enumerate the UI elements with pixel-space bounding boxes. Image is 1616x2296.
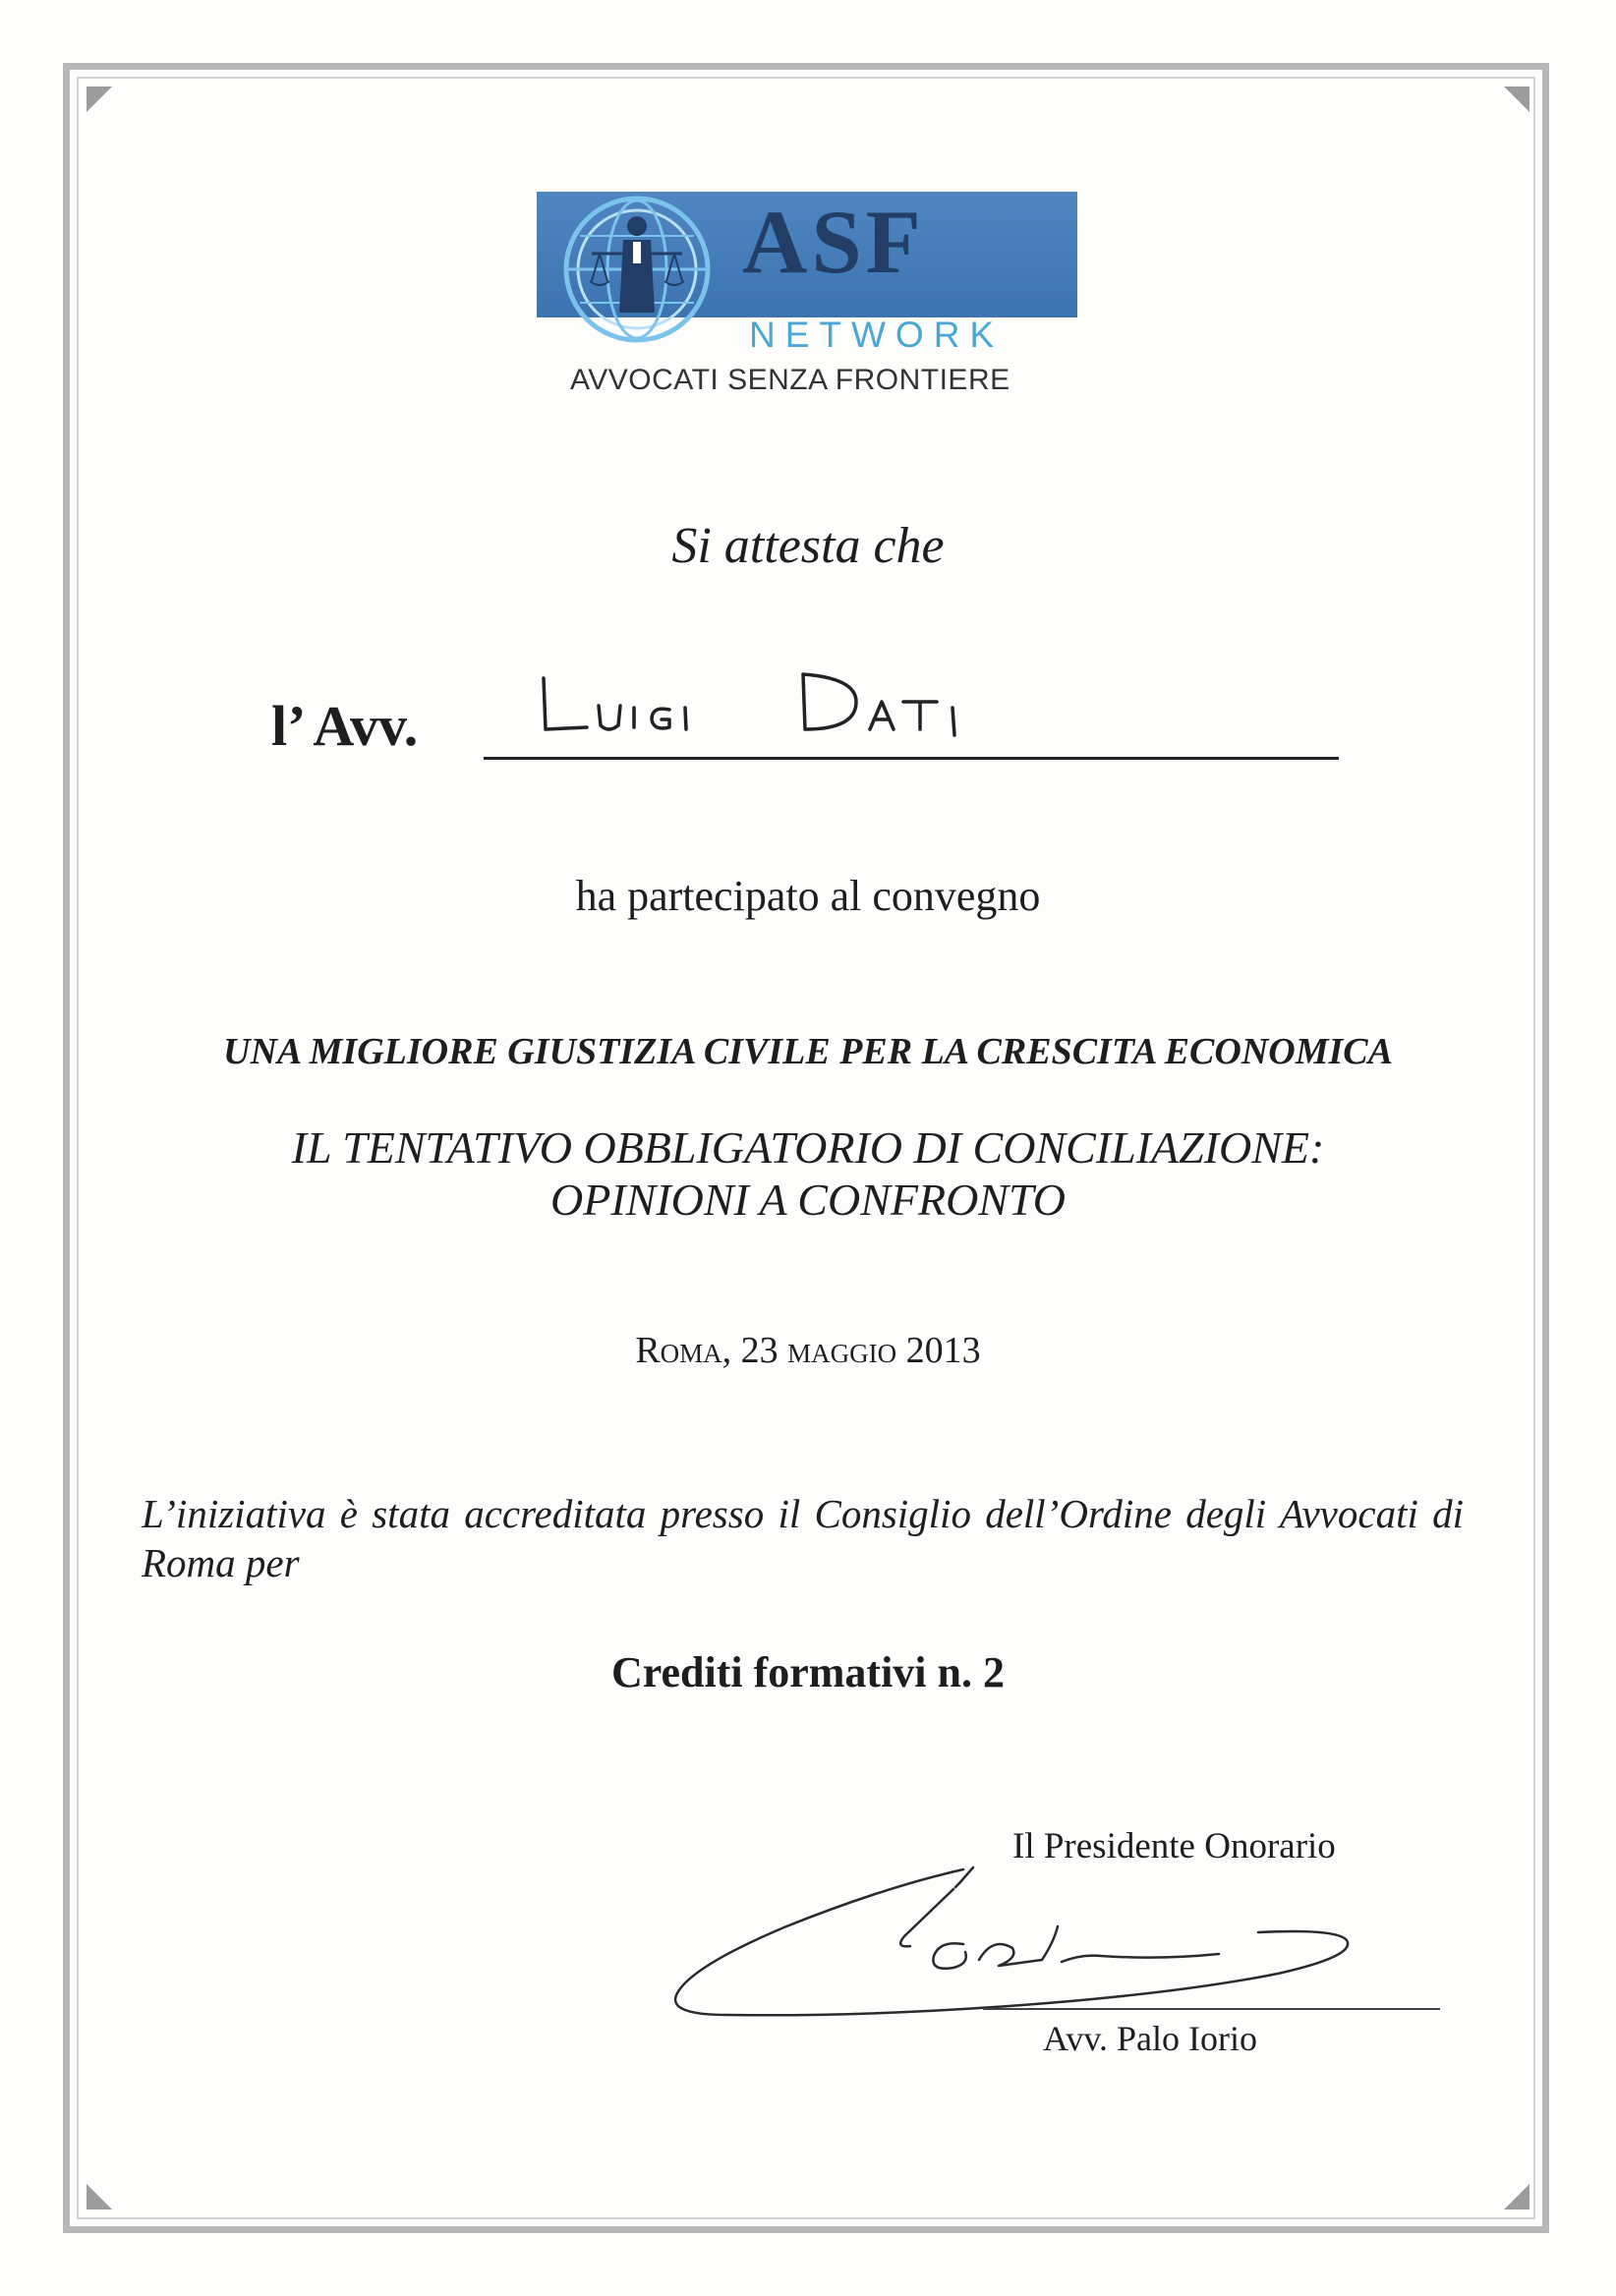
conference-city: Roma, <box>635 1330 732 1371</box>
signatory-name: Avv. Palo Iorio <box>1043 2019 1257 2058</box>
handwritten-recipient-name <box>536 668 1008 757</box>
corner-ornament-icon <box>1504 2184 1529 2210</box>
logo-acronym: ASF <box>742 192 925 292</box>
conference-subtitle-line1: IL TENTATIVO OBBLIGATORIO DI CONCILIAZIONE: <box>291 1122 1325 1173</box>
training-credits: Crediti formativi n. 2 <box>610 1648 1006 1696</box>
signatory-role: Il Presidente Onorario <box>1012 1826 1336 1866</box>
signature-line <box>983 2008 1440 2010</box>
conference-subtitle <box>0 1122 1616 1227</box>
conference-title: UNA MIGLIORE GIUSTIZIA CIVILE PER LA CRESCITA ECONOMICA <box>223 1031 1393 1072</box>
attestation-heading: Si attesta che <box>671 518 945 574</box>
corner-ornament-icon <box>87 86 112 112</box>
corner-ornament-icon <box>1504 86 1529 112</box>
conference-subtitle-line2: OPINIONI A CONFRONTO <box>550 1174 1066 1225</box>
conference-year: 2013 <box>905 1330 981 1371</box>
participation-statement: ha partecipato al convegno <box>575 872 1041 920</box>
accreditation-text: L’iniziativa è stata accreditata presso il Consiglio dell’Ordine degli Avvocati di Roma per <box>142 1491 1464 1586</box>
conference-month: maggio <box>787 1330 897 1371</box>
corner-ornament-icon <box>87 2184 112 2210</box>
recipient-title-label: l’ Avv. <box>271 694 419 758</box>
logo-network: NETWORK <box>749 315 1005 355</box>
conference-day: 23 <box>740 1330 779 1371</box>
conference-date <box>0 1332 1616 1369</box>
recipient-name-line <box>484 757 1339 760</box>
logo-tagline: AVVOCATI SENZA FRONTIERE <box>570 364 1010 396</box>
globe-scales-icon <box>560 193 714 346</box>
